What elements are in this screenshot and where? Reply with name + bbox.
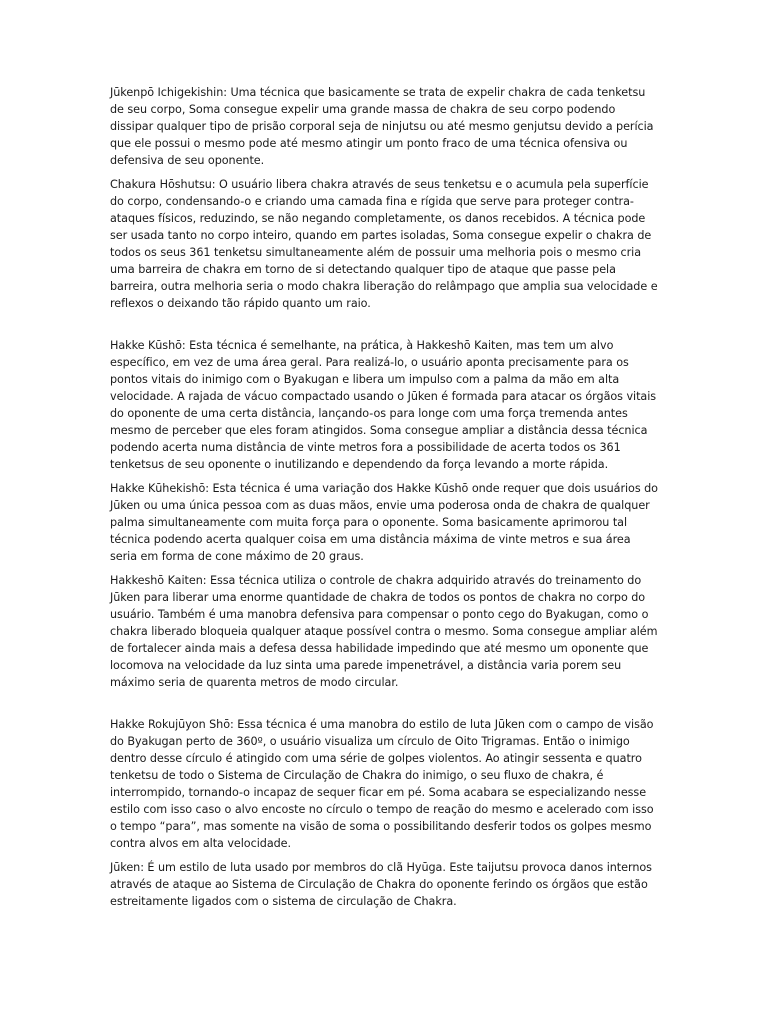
technique-name: Hakke Kūhekishō: xyxy=(110,482,209,495)
technique-description: É um estilo de luta usado por membros do clã Hyūga. Este taijutsu provoca danos internos através de ataque ao Sistema de Circulação de Chakra do oponente ferindo os órgãos que estão estreitamente ligados com o sistema de circulação de Chakra. xyxy=(110,861,652,908)
technique-description: Essa técnica utiliza o controle de chakra adquirido através do treinamento do Jūken para liberar uma enorme quantidade de chakra de todos os pontos de chakra no corpo do usuário. Também é uma manobra defensiva para compensar o ponto cego do Byakugan, como o chakra liberado bloqueia qualquer ataque possível contra o mesmo. Soma consegue ampliar além de fortalecer ainda mais a defesa dessa habilidade impedindo que até mesmo um oponente que locomova na velocidade da luz sinta uma parede impenetrável, a distância varia porem seu máximo seria de quarenta metros de modo circular. xyxy=(110,574,658,689)
paragraph-hakke-kuhekisho xyxy=(110,480,660,565)
technique-name: Jūkenpō Ichigekishin: xyxy=(110,86,228,99)
paragraph-jukenpo-ichigekishin xyxy=(110,84,660,169)
paragraph-chakura-hoshutsu xyxy=(110,176,660,312)
technique-name: Hakkeshō Kaiten: xyxy=(110,574,207,587)
technique-name: Hakke Kūshō: xyxy=(110,339,186,352)
technique-name: Jūken: xyxy=(110,861,144,874)
technique-description: Essa técnica é uma manobra do estilo de luta Jūken com o campo de visão do Byakugan perto de 360º, o usuário visualiza um círculo de Oito Trigramas. Então o inimigo dentro desse círculo é atingido com uma série de golpes violentos. Ao atingir sessenta e quatro tenketsu de todo o Sistema de Circulação de Chakra do inimigo, o seu fluxo de chakra, é interrompido, tornando-o incapaz de sequer ficar em pé. Soma acabara se especializando nesse estilo com isso caso o alvo encoste no círculo o tempo de reação do mesmo e acelerado com isso o tempo “para”, mas somente na visão de soma o possibilitando desferir todos os golpes mesmo contra alvos em alta velocidade. xyxy=(110,718,654,850)
technique-description: Esta técnica é uma variação dos Hakke Kūshō onde requer que dois usuários do Jūken ou uma única pessoa com as duas mãos, envie uma poderosa onda de chakra de qualquer palma simultaneamente com muita força para o oponente. Soma basicamente aprimorou tal técnica podendo acerta qualquer coisa em uma distância máxima de vinte metros e sua área seria em forma de cone máximo de 20 graus. xyxy=(110,482,658,563)
paragraph-hakke-rokujuyon-sho xyxy=(110,716,660,852)
paragraph-hakkesho-kaiten xyxy=(110,572,660,691)
technique-description: Esta técnica é semelhante, na prática, à Hakkeshō Kaiten, mas tem um alvo específico, em vez de uma área geral. Para realizá-lo, o usuário aponta precisamente para os pontos vitais do inimigo com o Byakugan e libera um impulso com a palma da mão em alta velocidade. A rajada de vácuo compactado usando o Jūken é formada para atacar os órgãos vitais do oponente de uma certa distância, lançando-os para longe com uma força tremenda antes mesmo de perceber que eles foram atingidos. Soma consegue ampliar a distância dessa técnica podendo acerta numa distância de vinte metros fora a possibilidade de acerta todos os 361 tenketsus de seu oponente o inutilizando e dependendo da força levando a morte rápida. xyxy=(110,339,657,471)
paragraph-hakke-kusho xyxy=(110,337,660,473)
technique-description: O usuário libera chakra através de seus tenketsu e o acumula pela superfície do corpo, condensando-o e criando uma camada fina e rígida que serve para proteger contra-ataques físicos, reduzindo, se não negando completamente, os danos recebidos. A técnica pode ser usada tanto no corpo inteiro, quando em partes isoladas, Soma consegue expelir o chakra de todos os seus 361 tenketsu simultaneamente além de possuir uma melhoria pois o mesmo cria uma barreira de chakra em torno de si detectando qualquer tipo de ataque que passe pela barreira, outra melhoria seria o modo chakra liberação do relâmpago que amplia sua velocidade e reflexos o deixando tão rápido quanto um raio. xyxy=(110,178,658,310)
technique-name: Chakura Hōshutsu: xyxy=(110,178,216,191)
paragraph-juken xyxy=(110,859,660,910)
technique-description: Uma técnica que basicamente se trata de expelir chakra de cada tenketsu de seu corpo, Soma consegue expelir uma grande massa de chakra de seu corpo podendo dissipar qualquer tipo de prisão corporal seja de ninjutsu ou até mesmo genjutsu devido a perícia que ele possui o mesmo pode até mesmo atingir um ponto fraco de uma técnica ofensiva ou defensiva de seu oponente. xyxy=(110,86,654,167)
technique-name: Hakke Rokujūyon Shō: xyxy=(110,718,234,731)
